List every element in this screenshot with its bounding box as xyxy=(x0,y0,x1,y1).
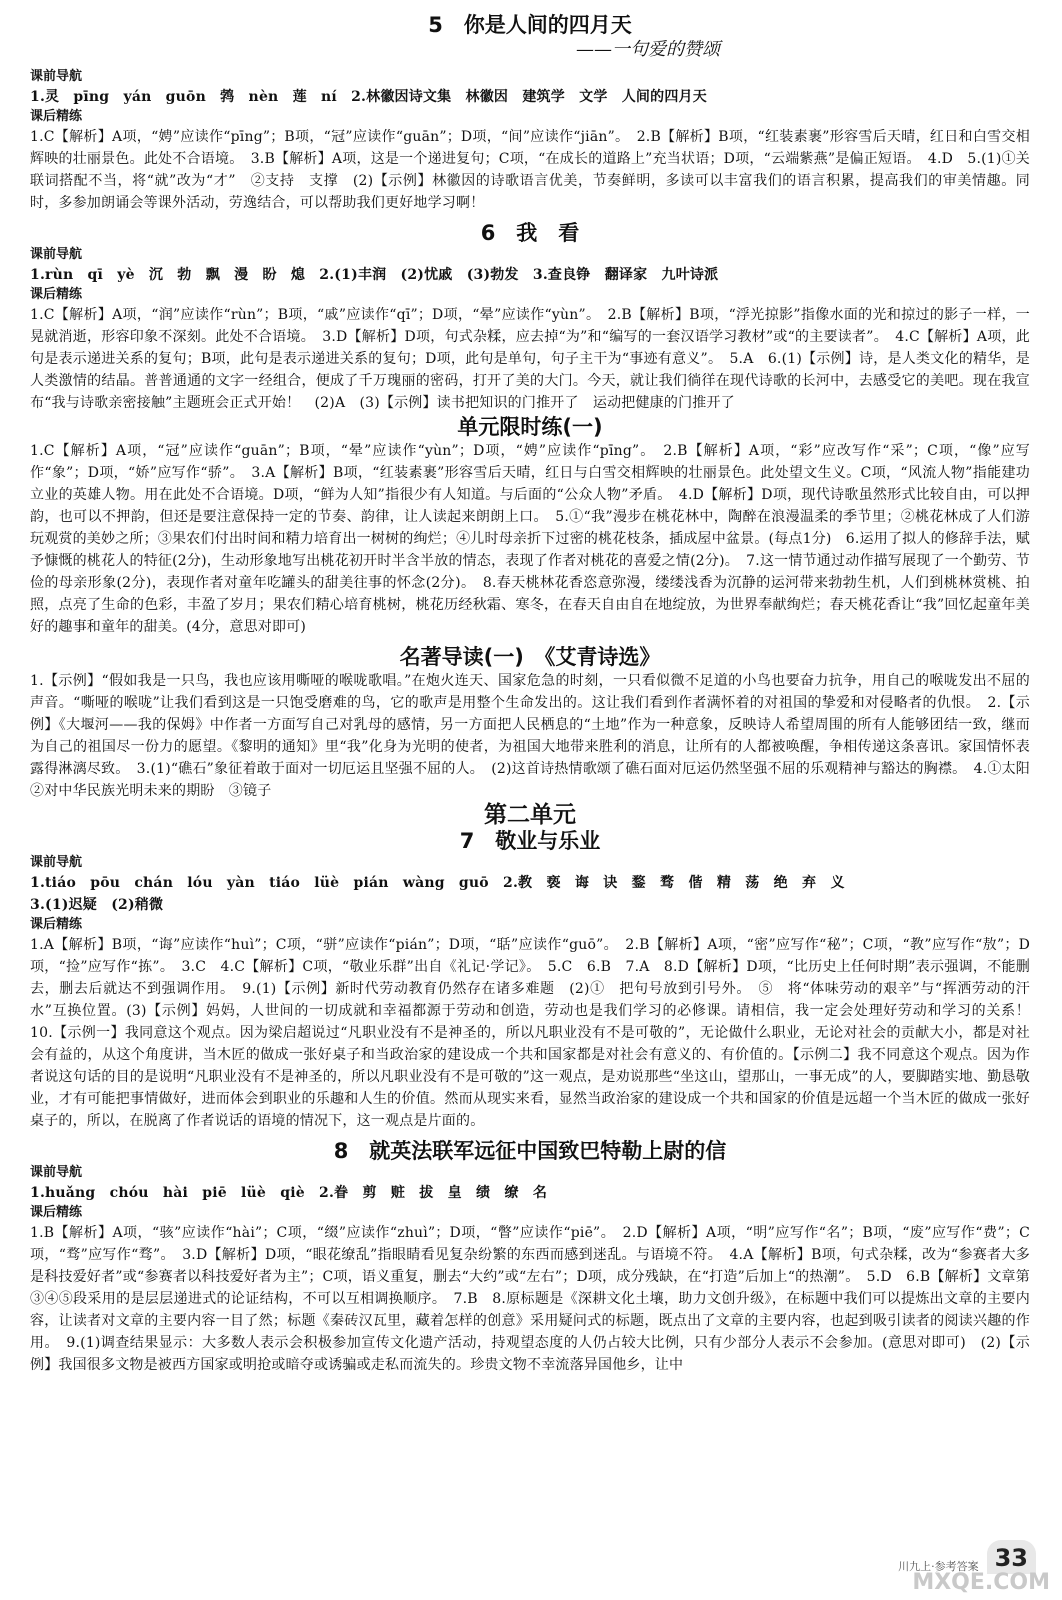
lesson-8-pre-label: 课前导航 xyxy=(30,1165,83,1180)
unit-2-heading: 第二单元 xyxy=(484,802,576,828)
lesson-7-title: 7 敬业与乐业 xyxy=(459,829,601,853)
lesson-6-post-label: 课后精练 xyxy=(30,287,83,302)
lesson-6-post-answers: 1.C【解析】A项，“润”应读作“rùn”；B项，“戚”应读作“qī”；D项，“晕”应读作“yùn”。 2.B【解析】B项，“浮光掠影”指像水面的光和掠过的影子一样，一晃就消逝，形容印象不深刻。此处不合语境。 3.D【解析】D项，句式杂糅，应去掉“为”和“编写的一套汉语学习教材”或“的主要读者”。 4.C【解析】A项，此句是表示递进关系的复句；B项，此句是表示递进关系的复句；D项，此句是单句，句子主干为“事迹有意义”。 5.A 6.(1)【示例】诗，是人类文化的精华，是人类激情的结晶。普普通通的文字一经组合，便成了千万瑰丽的密码，打开了美的大门。今天，就让我们徜徉在现代诗歌的长河中，去感受它的美吧。现在我宣布“我与诗歌亲密接触”主题班会正式开始！ (2)A (3)【示例】读书把知识的门推开了 运动把健康的门推开了 xyxy=(30,307,1030,411)
lesson-6-pre-answers: 1.rùn qī yè 沉 勃 飘 漫 盼 熄 2.(1)丰润 (2)忧戚 (3)勃发 3.查良铮 翻译家 九叶诗派 xyxy=(30,267,719,283)
site-watermark: MXQE.COM xyxy=(912,1570,1050,1595)
lesson-8-title: 8 就英法联军远征中国致巴特勒上尉的信 xyxy=(333,1139,727,1163)
page-footer xyxy=(898,1540,1036,1574)
lesson-5-title: 5 你是人间的四月天 xyxy=(428,13,632,37)
classic-reading-title: 名著导读(一) 《艾青诗选》 xyxy=(399,645,661,669)
lesson-7-pre-answers-1: 1.tiáo pōu chán lóu yàn tiáo lüè pián wàng guō 2.教 亵 诲 诀 鍪 骛 偕 精 荡 绝 弃 义 xyxy=(30,875,845,891)
lesson-5-pre-answers: 1.灵 pīng yán guōn 鹁 nèn 莲 ní 2.林徽因诗文集 林徽因 建筑学 文学 人间的四月天 xyxy=(30,89,707,105)
lesson-6-title: 6 我 看 xyxy=(480,221,580,245)
page-number: 33 xyxy=(987,1540,1036,1574)
lesson-6-pre-label: 课前导航 xyxy=(30,247,83,262)
lesson-5-post-label: 课后精练 xyxy=(30,109,83,124)
lesson-5-pre-label: 课前导航 xyxy=(30,69,83,84)
lesson-7-pre-label: 课前导航 xyxy=(30,855,83,870)
classic-reading-answers: 1.【示例】“假如我是一只鸟，我也应该用嘶哑的喉咙歌唱。”在炮火连天、国家危急的时刻，一只看似微不足道的小鸟也要奋力抗争，用自己的喉咙发出不屈的声音。“嘶哑的喉咙”让我们看到这是一只饱受磨难的鸟，它的歌声是用整个生命发出的。这让我们看到作者满怀着的对祖国的挚爱和对侵略者的仇恨。 2.【示例】《大堰河——我的保姆》中作者一方面写自己对乳母的感情，另一方面把人民栖息的“土地”作为一种意象，反映诗人希望周围的所有人能够团结一致，继而为自己的祖国尽一份力的愿望。《黎明的通知》里“我”化身为光明的使者，为祖国大地带来胜利的消息，让所有的人都被唤醒，争相传递这条喜讯。家国情怀表露得淋漓尽致。 3.(1)“礁石”象征着敢于面对一切厄运且坚强不屈的人。 (2)这首诗热情歌颂了礁石面对厄运仍然坚强不屈的乐观精神与豁达的胸襟。 4.①太阳 ②对中华民族光明未来的期盼 ③镜子 xyxy=(30,673,1045,799)
lesson-5-post-answers: 1.C【解析】A项，“娉”应读作“pīng”；B项，“冠”应读作“guān”；D项，“间”应读作“jiān”。 2.B【解析】B项，“红装素裹”形容雪后天晴，红日和白雪交相辉映的壮丽景色。此处不合语境。 3.B【解析】A项，这是一个递进复句；C项，“在成长的道路上”充当状语；D项，“云端紫燕”是偏正短语。 4.D 5.(1)①关联词搭配不当，将“就”改为“才” ②支持 支撑 (2)【示例】林徽因的诗歌语言优美，节奏鲜明，多读可以丰富我们的语言积累，提高我们的审美情趣。同时，多参加朗诵会等课外活动，劳逸结合，可以帮助我们更好地学习啊！ xyxy=(30,129,1030,211)
answer-page xyxy=(30,0,1045,1376)
lesson-8-pre-answers: 1.huǎng chóu hài piē lüè qiè 2.眷 剪 赃 拔 皇 绩 缭 名 xyxy=(30,1185,548,1201)
lesson-5-subtitle: ——一句爱的赞颂 xyxy=(576,39,720,60)
lesson-8-post-label: 课后精练 xyxy=(30,1205,83,1220)
lesson-7-post-label: 课后精练 xyxy=(30,917,83,932)
lesson-8-post-answers: 1.B【解析】A项，“骇”应读作“hài”；C项，“缀”应读作“zhuì”；D项，“瞥”应读作“piē”。 2.D【解析】A项，“明”应写作“名”；B项，“废”应写作“费”；C项，“骛”应写作“骛”。 3.D【解析】D项，“眼花缭乱”指眼睛看见复杂纷繁的东西而感到迷乱。与语境不符。 4.A【解析】B项，句式杂糅，改为“参赛者大多是科技爱好者”或“参赛者以科技爱好者为主”；C项，语义重复，删去“大约”或“左右”；D项，成分残缺，在“打造”后加上“的热潮”。 5.D 6.B【解析】文章第③④⑤段采用的是层层递进式的论证结构，不可以互相调换顺序。 7.B 8.原标题是《深耕文化土壤，助力文创升级》，在标题中我们可以提炼出文章的主要内容，让读者对文章的主要内容一目了然；标题《秦砖汉瓦里，藏着怎样的创意》采用疑问式的标题，既点出了文章的主要内容，也起到吸引读者的阅读兴趣的作用。 9.(1)调查结果显示：大多数人表示会积极参加宣传文化遗产活动，持观望态度的人仍占较大比例，只有少部分人表示不会参加。(意思对即可) (2)【示例】我国很多文物是被西方国家或明抢或暗夺或诱骗或走私而流失的。珍贵文物不幸流落异国他乡，让中 xyxy=(30,1225,1030,1373)
unit-1-test-title: 单元限时练(一) xyxy=(457,415,603,439)
unit-1-test-answers: 1.C【解析】A项，“冠”应读作“guān”；B项，“晕”应读作“yùn”；D项，“娉”应读作“pīng”。 2.B【解析】A项，“彩”应改写作“采”；C项，“像”应写作“象”；D项，“娇”应写作“骄”。 3.A【解析】B项，“红装素裹”形容雪后天晴，红日与白雪交相辉映的壮丽景色。此处望文生义。C项，“风流人物”指能建功立业的英雄人物。用在此处不合语境。D项，“鲜为人知”指很少有人知道。与后面的“公众人物”矛盾。 4.D【解析】D项，现代诗歌虽然形式比较自由，可以押韵，也可以不押韵，但还是要注意保持一定的节奏、韵律，让人读起来朗朗上口。 5.①“我”漫步在桃花林中，陶醉在浪漫温柔的季节里；②桃花林成了人们游玩观赏的美妙之所；③果农们付出时间和精力培育出一树树的绚烂；④儿时母亲折下过密的桃花枝条，插成屋中盆景。(每点1分) 6.运用了拟人的修辞手法，赋予慷慨的桃花人的特征(2分)，生动形象地写出桃花初开时半含半放的情态，表现了作者对桃花的喜爱之情(2分)。 7.这一情节通过动作描写展现了一个勤劳、节俭的母亲形象(2分)，表现作者对童年吃罐头的甜美往事的怀念(2分)。 8.春天桃林花香恣意弥漫，缕缕浅香为沉静的运河带来勃勃生机，人们到桃林赏桃、拍照，点亮了生命的色彩，丰盈了岁月；果农们精心培育桃树，桃花历经秋霜、寒冬，在春天自由自在地绽放，为世界奉献绚烂；春天桃花香让“我”回忆起童年美好的趣事和童年的甜美。(4分，意思对即可) xyxy=(30,443,1030,635)
lesson-7-post-answers: 1.A【解析】B项，“诲”应读作“huì”；C项，“骈”应读作“pián”；D项，“聒”应读作“guō”。 2.B【解析】A项，“密”应写作“秘”；C项，“教”应写作“敖”；D项，“捡”应写作“拣”。 3.C 4.C【解析】C项，“敬业乐群”出自《礼记·学记》。 5.C 6.B 7.A 8.D【解析】D项，“比历史上任何时期”表示强调，不能删去，删去后就达不到强调作用。 9.(1)【示例】新时代劳动教育仍然存在诸多难题 (2)① 把句号放到引号外。 ⑤ 将“体味劳动的艰辛”与“挥洒劳动的汗水”互换位置。(3)【示例】妈妈，人世间的一切成就和幸福都源于劳动和创造，劳动也是我们学习的必修课。请相信，我一定会处理好劳动和学习的关系！ 10.【示例一】我同意这个观点。因为梁启超说过“凡职业没有不是神圣的，所以凡职业没有不是可敬的”，无论做什么职业，无论对社会的贡献大小，都是对社会有益的，从这个角度讲，当木匠的做成一张好桌子和当政治家的建设成一个共和国家都是对社会有意义的、有价值的。【示例二】我不同意这个观点。因为作者说这句话的目的是说明“凡职业没有不是神圣的，所以凡职业没有不是可敬的”这一观点，是劝说那些“坐这山，望那山，一事无成”的人，要脚踏实地、勤恳敬业，才有可能把事情做好，进而体会到职业的乐趣和人生的价值。然而从现实来看，显然当政治家的建设成一个共和国家的价值是远超一个当木匠的做成一张好桌子的，所以，在脱离了作者说话的语境的情况下，这一观点是片面的。 xyxy=(30,937,1045,1129)
footer-book-tag: 川九上·参考答案 xyxy=(898,1560,979,1573)
lesson-7-pre-answers-2: 3.(1)迟疑 (2)稍微 xyxy=(30,897,164,913)
